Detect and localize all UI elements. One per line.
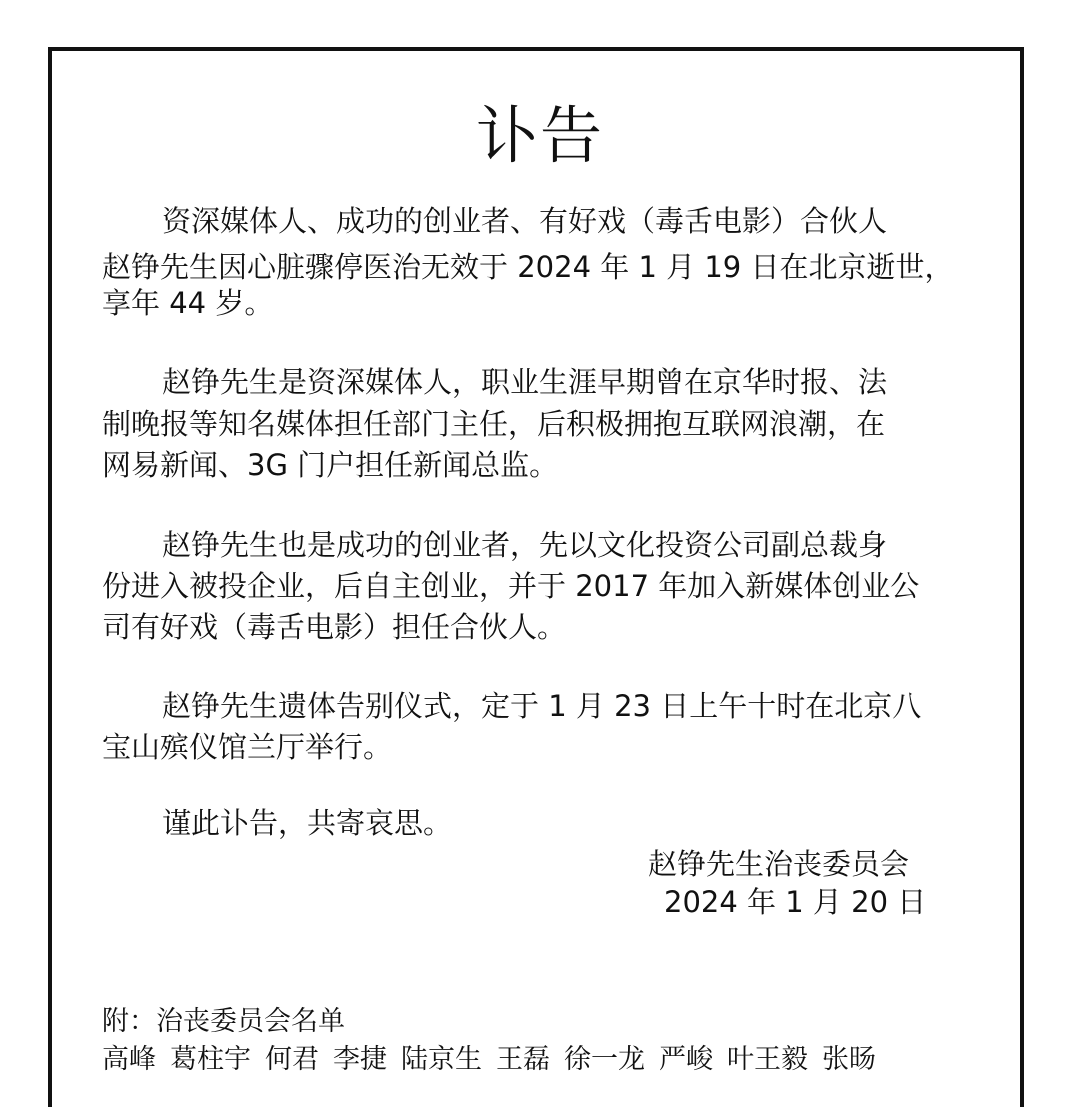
closing-line: 谨此讣告，共寄哀思。 bbox=[162, 806, 453, 840]
paragraph-4-line-2: 宝山殡仪馆兰厅举行。 bbox=[102, 730, 393, 764]
committee-member: 李捷 bbox=[333, 1044, 387, 1075]
paragraph-1-line-2: 赵铮先生因心脏骤停医治无效于 2024 年 1 月 19 日在北京逝世， bbox=[102, 250, 954, 284]
committee-member: 张旸 bbox=[822, 1044, 876, 1075]
paragraph-1-line-1: 资深媒体人、成功的创业者、有好戏（毒舌电影）合伙人 bbox=[162, 204, 888, 238]
paragraph-3-line-1: 赵铮先生也是成功的创业者，先以文化投资公司副总裁身 bbox=[162, 528, 888, 562]
signature-organization: 赵铮先生治丧委员会 bbox=[648, 847, 910, 881]
appendix-title: 附：治丧委员会名单 bbox=[102, 1006, 345, 1037]
paragraph-2-line-2: 制晚报等知名媒体担任部门主任，后积极拥抱互联网浪潮，在 bbox=[102, 407, 886, 441]
committee-member: 王磊 bbox=[496, 1044, 550, 1075]
committee-member: 何君 bbox=[265, 1044, 319, 1075]
paragraph-2-line-1: 赵铮先生是资深媒体人，职业生涯早期曾在京华时报、法 bbox=[162, 365, 888, 399]
committee-member: 陆京生 bbox=[401, 1044, 482, 1075]
paragraph-3-line-2: 份进入被投企业，后自主创业，并于 2017 年加入新媒体创业公 bbox=[102, 569, 920, 603]
committee-member: 高峰 bbox=[102, 1044, 156, 1075]
committee-member: 叶王毅 bbox=[727, 1044, 808, 1075]
paragraph-1-line-3: 享年 44 岁。 bbox=[102, 286, 274, 320]
committee-member: 葛柱宇 bbox=[170, 1044, 251, 1075]
committee-member: 徐一龙 bbox=[564, 1044, 645, 1075]
paragraph-2-line-3: 网易新闻、3G 门户担任新闻总监。 bbox=[102, 448, 559, 482]
committee-member: 严峻 bbox=[659, 1044, 713, 1075]
committee-member-list bbox=[102, 1040, 890, 1080]
notice-title: 讣告 bbox=[475, 99, 604, 172]
signature-date: 2024 年 1 月 20 日 bbox=[664, 885, 927, 919]
paragraph-3-line-3: 司有好戏（毒舌电影）担任合伙人。 bbox=[102, 610, 567, 644]
paragraph-4-line-1: 赵铮先生遗体告别仪式，定于 1 月 23 日上午十时在北京八 bbox=[162, 689, 922, 723]
